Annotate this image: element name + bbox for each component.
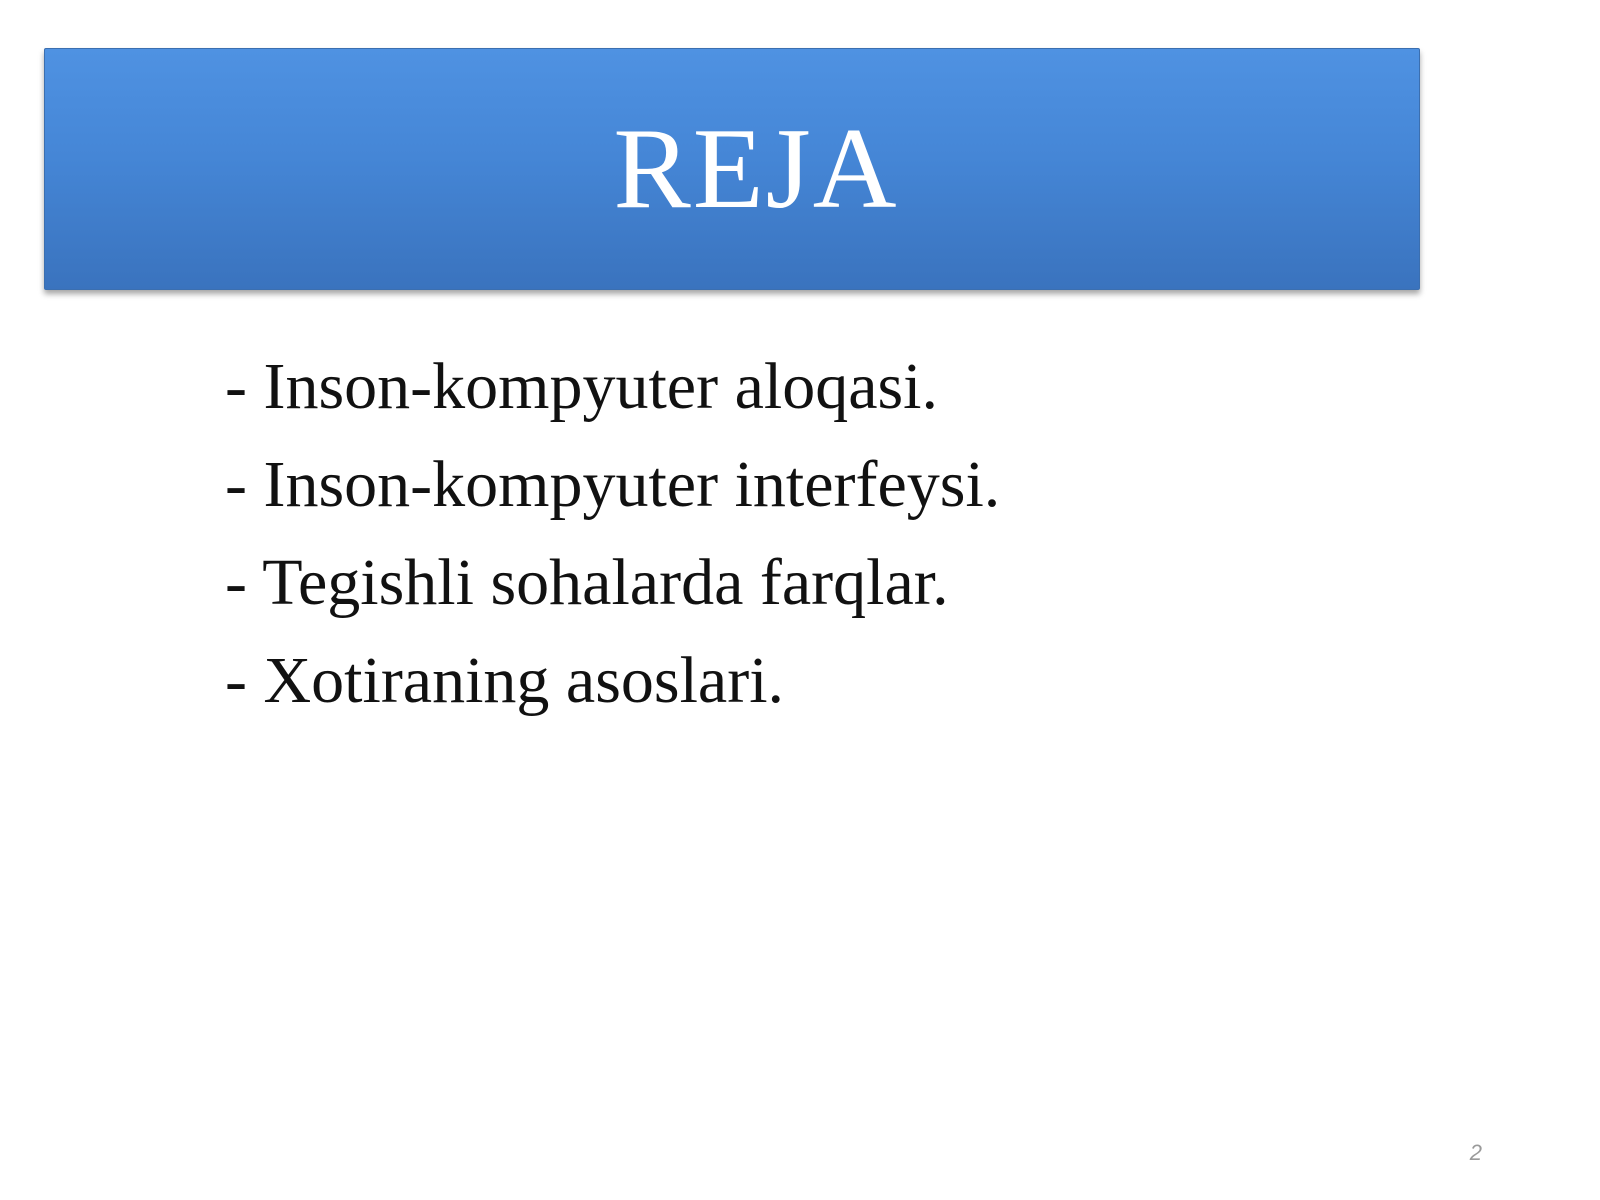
plan-item: - Inson-kompyuter aloqasi.	[225, 350, 939, 423]
plan-item: - Xotiraning asoslari.	[225, 644, 785, 717]
plan-item: - Tegishli sohalarda farqlar.	[225, 546, 949, 619]
slide-number: 2	[1469, 1140, 1482, 1165]
plan-item: - Inson-kompyuter interfeysi.	[225, 448, 1001, 521]
slide-title: REJA	[613, 105, 899, 233]
plan-list	[225, 338, 1000, 730]
title-banner	[44, 48, 1420, 290]
